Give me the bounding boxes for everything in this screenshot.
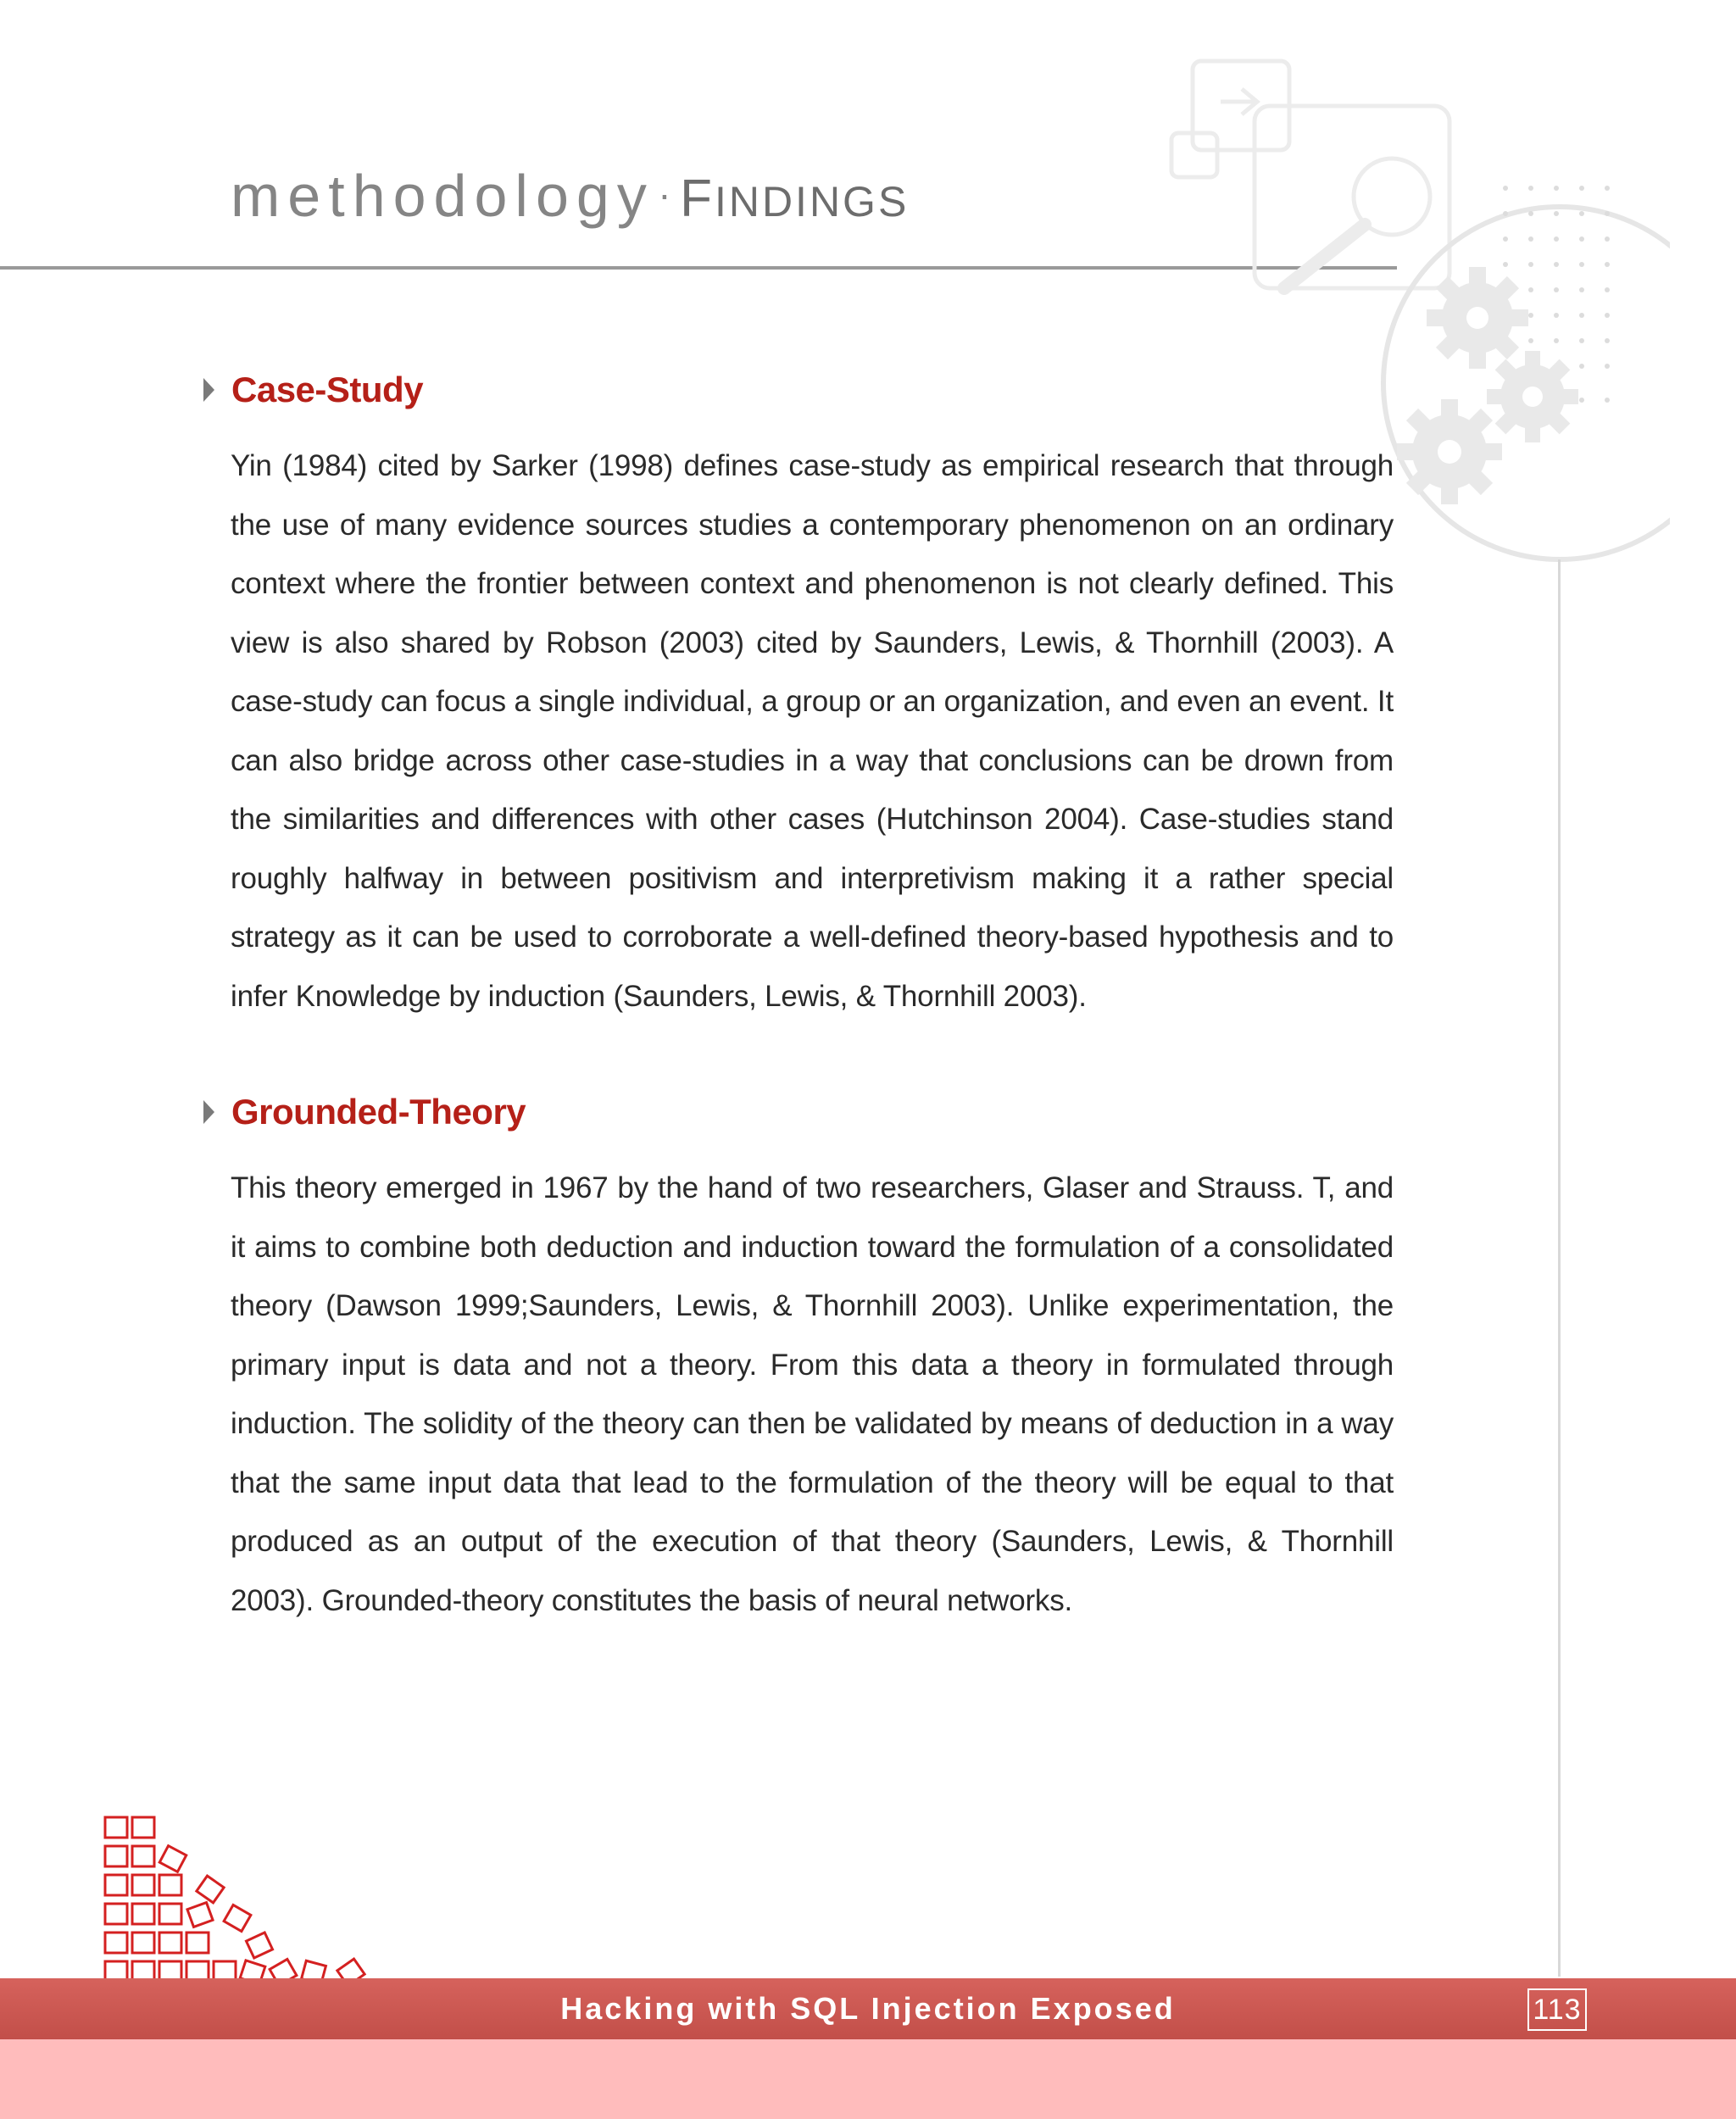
bullet-arrow-icon <box>203 1100 214 1124</box>
header-subsection-rest: INDINGS <box>714 178 910 225</box>
section-body-grounded-theory: This theory emerged in 1967 by the hand of two researchers, Glaser and Strauss. T, and it aims to combine both deduction and induction toward the formulation of a consolidated theory (Dawson 1999;Saunders, Lewis, & Thornhill 2003). Unlike experimentation, the primary input is data and not a theory. From this data a theory in formulated through induction. The solidity of the theory can then be validated by means of deduction in a way that the same input data that lead to the formulation of the theory will be equal to that produced as an output of the execution of that theory (Saunders, Lewis, & Thornhill 2003). Grounded-theory constitutes the basis of neural networks. <box>231 1171 1394 1617</box>
footer-book-title: Hacking with SQL Injection Exposed <box>560 1991 1176 2026</box>
bullet-arrow-icon <box>203 378 214 402</box>
section-heading-case-study <box>203 370 423 410</box>
header-section: methodology <box>231 163 654 229</box>
section-body-case-study: Yin (1984) cited by Sarker (1998) defines case-study as empirical research that through the use of many evidence sources studies a contemporary phenomenon on an ordinary context where the frontier between context and phenomenon is not clearly defined. This view is also shared by Robson (2003) cited by Saunders, Lewis, & Thornhill (2003). A case-study can focus a single individual, a group or an organization, and even an event. It can also bridge across other case-studies in a way that conclusions can be drown from the similarities and differences with other cases (Hutchinson 2004). Case-studies stand roughly halfway in between positivism and interpretivism making it a rather special strategy as it can be used to corroborate a well-defined theory-based hypothesis and to infer Knowledge by induction (Saunders, Lewis, & Thornhill 2003). <box>231 449 1394 1013</box>
section-title: Grounded-Theory <box>231 1092 526 1132</box>
right-margin-rule <box>1558 559 1561 1977</box>
footer-pink-strip <box>0 2039 1736 2119</box>
gears-icon <box>1397 267 1578 504</box>
header-subsection <box>680 170 910 228</box>
header-separator: · <box>658 172 671 216</box>
section-heading-grounded-theory <box>203 1092 526 1132</box>
section-title: Case-Study <box>231 370 424 409</box>
page-header-title <box>231 163 910 229</box>
page-number: 113 <box>1527 1988 1587 2031</box>
header-subsection-initial: F <box>680 170 715 228</box>
